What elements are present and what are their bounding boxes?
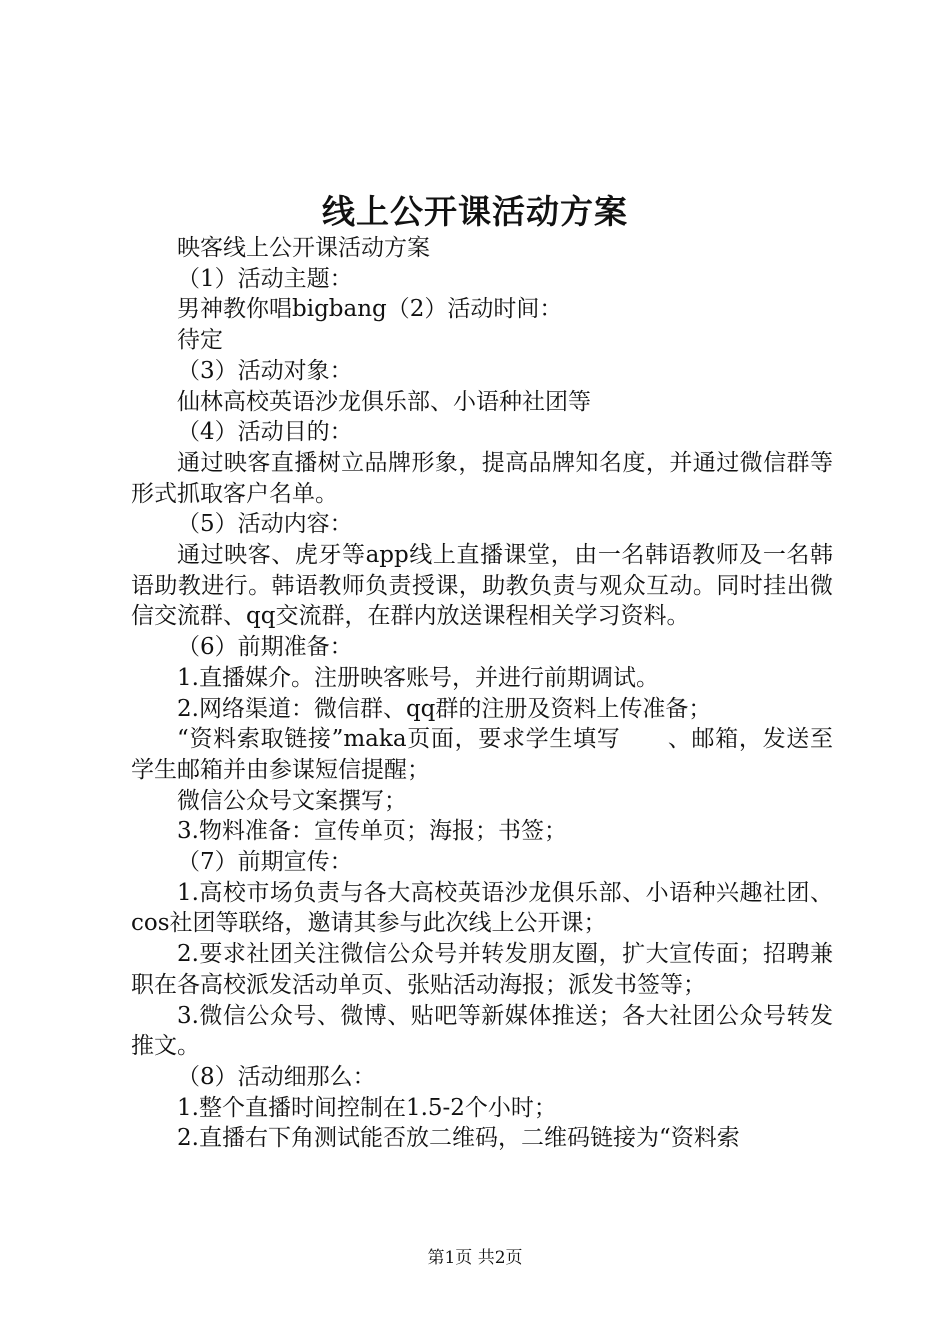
- document-body: [131, 233, 833, 1154]
- paragraph: （1）活动主题：: [177, 265, 353, 292]
- paragraph: （8）活动细那么：: [177, 1063, 376, 1090]
- paragraph: 待定: [177, 327, 223, 354]
- paragraph: 2.直播右下角测试能否放二维码，二维码链接为“资料索: [177, 1125, 740, 1152]
- paragraph: （5）活动内容：: [177, 511, 353, 538]
- paragraph: 1.整个直播时间控制在1.5-2个小时；: [177, 1094, 557, 1121]
- page-footer: 第1页 共2页: [427, 1248, 523, 1268]
- paragraph: （6）前期准备：: [177, 634, 353, 661]
- paragraph: 3.物料准备：宣传单页；海报；书签；: [177, 818, 567, 845]
- paragraph: （4）活动目的：: [177, 419, 353, 446]
- paragraph: 3.微信公众号、微博、贴吧等新媒体推送；各大社团公众号转发推文。: [131, 1002, 833, 1060]
- paragraph: 男神教你唱bigbang（2）活动时间：: [177, 296, 563, 323]
- paragraph: 1.直播媒介。注册映客账号，并进行前期调试。: [177, 664, 659, 691]
- paragraph: 通过映客、虎牙等app线上直播课堂，由一名韩语教师及一名韩语助教进行。韩语教师负责授课，助教负责与观众互动。同时挂出微信交流群、qq交流群，在群内放送课程相关学习资料。: [131, 542, 833, 630]
- paragraph: 仙林高校英语沙龙俱乐部、小语种社团等: [177, 388, 591, 415]
- paragraph: （3）活动对象：: [177, 357, 353, 384]
- paragraph: “资料索取链接”maka页面，要求学生填写 、邮箱，发送至学生邮箱并由参谋短信提醒；: [131, 726, 833, 783]
- paragraph: 2.要求社团关注微信公众号并转发朋友圈，扩大宣传面；招聘兼职在各高校派发活动单页、张贴活动海报；派发书签等；: [131, 941, 833, 998]
- document-title: 线上公开课活动方案: [322, 192, 628, 231]
- paragraph: 1.高校市场负责与各大高校英语沙龙俱乐部、小语种兴趣社团、cos社团等联络，邀请其参与此次线上公开课；: [131, 879, 833, 937]
- paragraph: （7）前期宣传：: [177, 849, 353, 876]
- paragraph: 微信公众号文案撰写；: [177, 787, 407, 814]
- paragraph: 通过映客直播树立品牌形象，提高品牌知名度，并通过微信群等形式抓取客户名单。: [131, 449, 833, 507]
- paragraph: 映客线上公开课活动方案: [177, 235, 430, 261]
- paragraph: 2.网络渠道：微信群、qq群的注册及资料上传准备；: [177, 695, 712, 722]
